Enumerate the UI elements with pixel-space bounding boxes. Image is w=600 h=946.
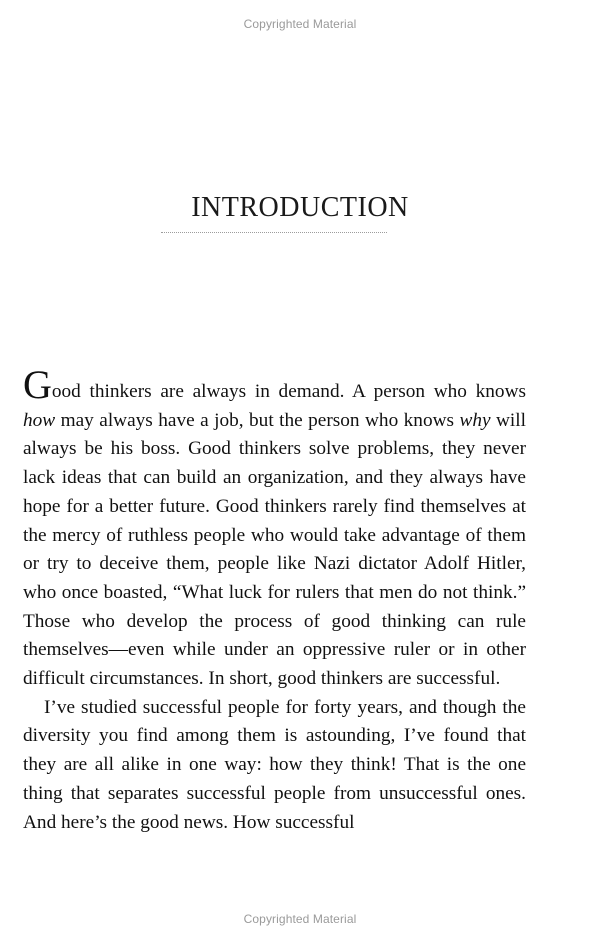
chapter-title: INTRODUCTION <box>191 192 409 223</box>
title-underline <box>161 232 387 233</box>
paragraph-1 <box>23 362 526 694</box>
paragraph-1-text-b: may always have a job, but the person who knows <box>55 409 460 431</box>
paragraph-1-text-c: will always be his boss. Good thinkers solve problems, they never lack ideas that can build an organization, and they always have hope for a better future. Good thinkers rarely find themselves at the mercy of ruthless people who would take advantage of them or try to deceive them, people like Nazi dictator Adolf Hitler, who once boasted, “What luck for rulers that men do not think.” Those who develop the process of good thinking can rule themselves—even while under an oppressive ruler or in other difficult circumstances. In short, good thinkers are successful. <box>23 409 526 690</box>
paragraph-1-text-a: ood thinkers are always in demand. A person who knows <box>51 381 526 402</box>
emphasis-why: why <box>459 409 491 431</box>
copyright-watermark-top: Copyrighted Material <box>243 17 357 31</box>
emphasis-how: how <box>23 409 56 431</box>
paragraph-2: I’ve studied successful people for forty years, and though the diversity you find among them is astounding, I’ve found that they are all alike in one way: how they think! That is the one thing that separates successful people from unsuccessful ones. And here’s the good news. How successful <box>23 696 526 833</box>
drop-cap: G <box>23 362 52 407</box>
body-text <box>23 362 526 837</box>
copyright-watermark-bottom: Copyrighted Material <box>243 912 357 926</box>
